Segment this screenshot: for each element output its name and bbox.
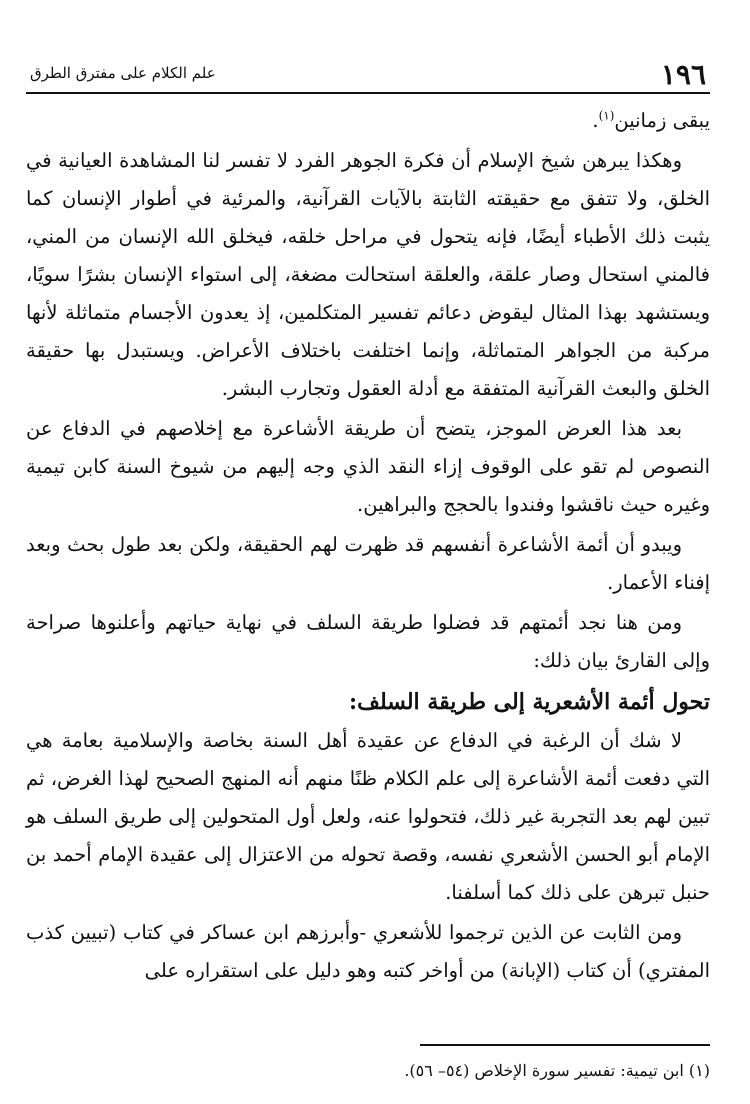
paragraph-2: وهكذا يبرهن شيخ الإسلام أن فكرة الجوهر الفرد لا تفسر لنا المشاهدة العيانية في الخلق، ولا تتفق مع حقيقته الثابتة بالآيات القرآنية، والمرئية في أطوار الإنسان كما يثبت ذلك الأطباء أيضًا، فإنه يتحول في مراحل خلقه، فيخلق الله الإنسان من المني، فالمني استحال وصار علقة، والعلقة استحالت مضغة، إلى استواء الإنسان بشرًا سويًا، ويستشهد بهذا المثال ليقوض دعائم تفسير المتكلمين، إذ يعدون الأجسام متماثلة لأنها مركبة من الجواهر المتماثلة، وإنما اختلفت باختلاف الأعراض. ويستبدل بها حقيقة الخلق والبعث القرآنية المتفقة مع أدلة العقول وتجارب البشر. [26, 149, 710, 400]
paragraph-1-end: . [592, 109, 599, 132]
paragraph-3: بعد هذا العرض الموجز، يتضح أن طريقة الأشاعرة مع إخلاصهم في الدفاع عن النصوص لم تقو على الوقوف إزاء النقد الذي وجه إليهم من شيوخ السنة كابن تيمية وغيره حيث ناقشوا وفندوا بالحجج والبراهين. [26, 417, 710, 516]
running-title: علم الكلام على مفترق الطرق [30, 64, 216, 82]
footnote: (١) ابن تيمية: تفسير سورة الإخلاص (٥٤– ٥٦). [404, 1061, 710, 1080]
page-body [26, 102, 710, 992]
paragraph-7: ومن الثابت عن الذين ترجموا للأشعري -وأبرزهم ابن عساكر في كتاب (تبيين كذب المفتري) أن كتاب (الإبانة) من أواخر كتبه وهو دليل على استقراره على [26, 921, 710, 982]
footnote-reference[interactable]: (١) [598, 108, 615, 123]
paragraph-5: ومن هنا نجد أئمتهم قد فضلوا طريقة السلف في نهاية حياتهم وأعلنوها صراحة وإلى القارئ بيان ذلك: [26, 611, 710, 672]
paragraph-6: لا شك أن الرغبة في الدفاع عن عقيدة أهل السنة بخاصة والإسلامية بعامة هي التي دفعت أئمة الأشاعرة إلى علم الكلام ظنًا منهم أنه المنهج الصحيح لهذا الغرض، ثم تبين لهم بعد التجربة غير ذلك، فتحولوا عنه، ولعل أول المتحولين إلى طريق السلف هو الإمام أبو الحسن الأشعري نفسه، وقصة تحوله من الاعتزال إلى عقيدة الإمام أحمد بن حنبل تبرهن على ذلك كما أسلفنا. [26, 729, 710, 904]
section-heading: تحول أئمة الأشعرية إلى طريقة السلف: [349, 689, 710, 715]
paragraph-1 [26, 102, 710, 140]
page-header [26, 56, 710, 94]
paragraph-4: ويبدو أن أئمة الأشاعرة أنفسهم قد ظهرت لهم الحقيقة، ولكن بعد طول بحث وبعد إفناء الأعمار. [26, 533, 710, 594]
page-number: ١٩٦ [660, 58, 706, 91]
paragraph-1-text: يبقى زمانين [614, 109, 710, 132]
footnote-divider [420, 1044, 710, 1046]
